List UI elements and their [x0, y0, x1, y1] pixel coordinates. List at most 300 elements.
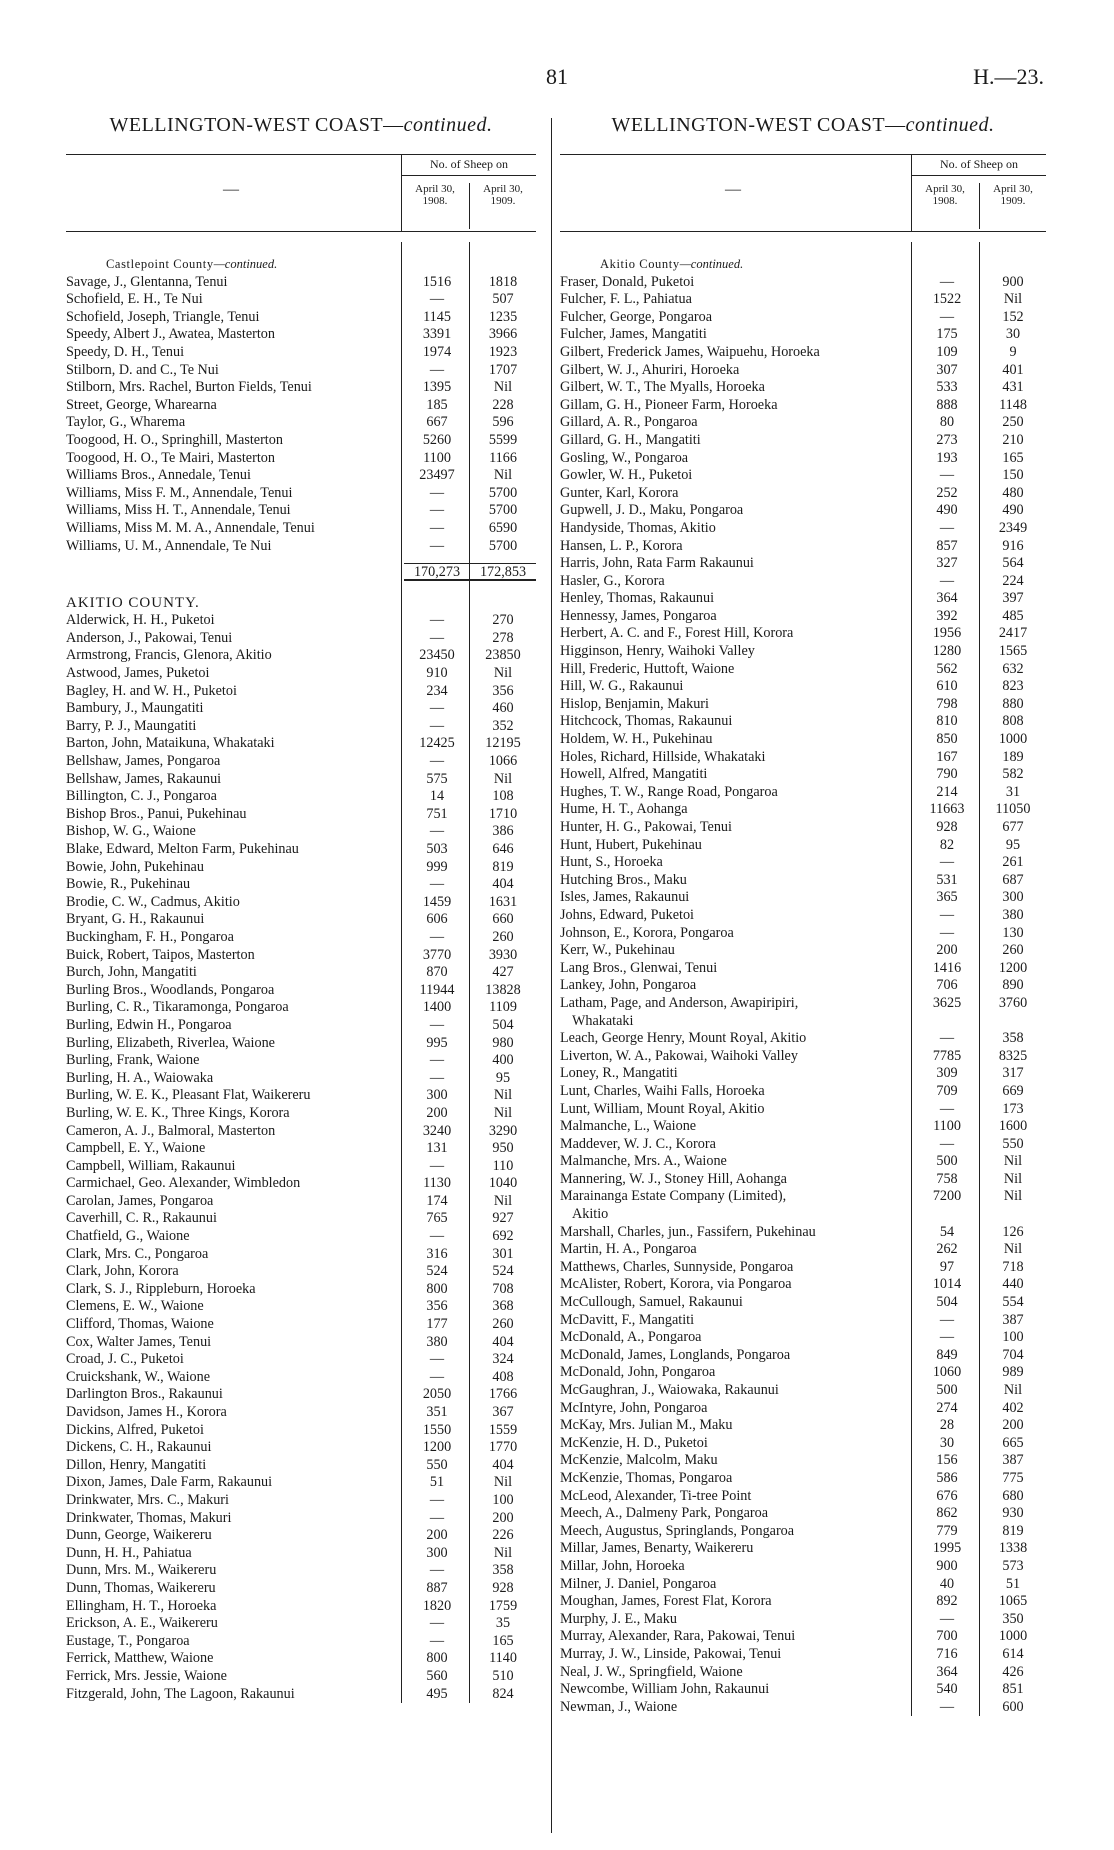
sheep-1909: 980: [492, 1034, 514, 1051]
title-continued: continued.: [403, 114, 493, 136]
sheep-1908: 765: [426, 1210, 448, 1227]
owner-name: McDavitt, F., Mangatiti: [560, 1311, 695, 1328]
table-row: [66, 1633, 536, 1651]
owner-name: Newcombe, William John, Rakaunui: [560, 1681, 770, 1698]
table-row: [560, 326, 1046, 344]
sheep-1909: 928: [492, 1579, 514, 1596]
table-row: [66, 1386, 536, 1404]
sheep-1909: 431: [1002, 379, 1024, 396]
sheep-1909: 718: [1002, 1258, 1024, 1275]
table-row: [66, 1334, 536, 1352]
table-row: [560, 1312, 1046, 1330]
sheep-1909: Nil: [493, 1087, 513, 1104]
sheep-1908: —: [939, 1100, 955, 1117]
sheep-1909: 228: [492, 396, 514, 413]
sheep-1908: 12425: [419, 735, 455, 752]
sheep-1909: 1338: [998, 1540, 1028, 1557]
table-row: [66, 326, 536, 344]
sheep-1908: 300: [426, 1087, 448, 1104]
owner-name: Burling, Elizabeth, Riverlea, Waione: [66, 1034, 275, 1051]
subheading-akitio: [560, 256, 1046, 274]
sheep-1908: 1014: [932, 1276, 962, 1293]
owner-name: Ferrick, Matthew, Waione: [66, 1650, 214, 1667]
owner-name: Leach, George Henry, Mount Royal, Akitio: [560, 1030, 807, 1047]
sheep-1908: 28: [939, 1417, 955, 1434]
table-row: [66, 1228, 536, 1246]
sheep-1908: 1516: [422, 273, 452, 290]
sheep-1909: 550: [1002, 1135, 1024, 1152]
sheep-1909: 3930: [488, 946, 518, 963]
table-row: [66, 788, 536, 806]
sheep-1908: 1459: [422, 893, 452, 910]
owner-name: Handyside, Thomas, Akitio: [560, 519, 716, 536]
owner-name: Loney, R., Mangatiti: [560, 1065, 678, 1082]
sheep-1909: 692: [492, 1228, 514, 1245]
sheep-1908: 800: [426, 1650, 448, 1667]
sheep-1908: 1280: [932, 643, 962, 660]
sheep-1908: 606: [426, 911, 448, 928]
sheep-1908: —: [429, 1351, 445, 1368]
table-row: [66, 1017, 536, 1035]
table-row: [66, 1527, 536, 1545]
owner-name: Lunt, William, Mount Royal, Akitio: [560, 1100, 765, 1117]
table-row: [560, 1241, 1046, 1259]
sheep-1909: 352: [492, 717, 514, 734]
sheep-1908: —: [939, 1030, 955, 1047]
owner-name: Hasler, G., Korora: [560, 572, 665, 589]
table-row: [66, 1246, 536, 1264]
owner-name: Williams, Miss F. M., Annendale, Tenui: [66, 484, 293, 501]
owner-name: Fitzgerald, John, The Lagoon, Rakaunui: [66, 1685, 295, 1702]
sheep-1908: —: [429, 1228, 445, 1245]
header-dash: —: [223, 181, 239, 198]
sheep-1908: —: [939, 854, 955, 871]
sheep-1909: 152: [1002, 308, 1024, 325]
sheep-1908: 892: [936, 1593, 958, 1610]
sheep-1908: —: [429, 519, 445, 536]
sheep-1909: 224: [1002, 572, 1024, 589]
owner-name: Hunt, S., Horoeka: [560, 854, 663, 871]
page-number: 81: [546, 64, 568, 89]
table-row: [560, 1646, 1046, 1664]
owner-name: Schofield, Joseph, Triangle, Tenui: [66, 308, 260, 325]
sheep-1909: 165: [492, 1632, 514, 1649]
sheep-1908: 490: [936, 502, 958, 519]
owner-name: Speedy, Albert J., Awatea, Masterton: [66, 326, 275, 343]
sheep-1908: —: [429, 502, 445, 519]
sheep-1908: 3240: [422, 1122, 452, 1139]
sheep-1908: —: [939, 308, 955, 325]
table-row: [66, 735, 536, 753]
sheep-1908: 500: [936, 1153, 958, 1170]
sheep-1908: 131: [426, 1140, 448, 1157]
table-row: [560, 291, 1046, 309]
sheep-1909: Nil: [493, 770, 513, 787]
sheep-1908: 11663: [929, 801, 965, 818]
sheep-1909: 524: [492, 1263, 514, 1280]
sheep-1908: 252: [936, 484, 958, 501]
sheep-1908: 177: [426, 1316, 448, 1333]
owner-name: Hughes, T. W., Range Road, Pongaroa: [560, 783, 778, 800]
table-row: [560, 1488, 1046, 1506]
table-row: [560, 1206, 1046, 1224]
sheep-1909: 930: [1002, 1505, 1024, 1522]
table-row: [560, 309, 1046, 327]
owner-name: Bellshaw, James, Rakaunui: [66, 770, 222, 787]
table-row: [560, 590, 1046, 608]
sheep-1908: —: [429, 629, 445, 646]
owner-name: Malmanche, L., Waione: [560, 1118, 697, 1135]
sheep-1909: 189: [1002, 748, 1024, 765]
sheep-1908: —: [429, 1615, 445, 1632]
sheep-1908: —: [429, 876, 445, 893]
sheep-1908: 857: [936, 537, 958, 554]
table-row: [66, 362, 536, 380]
header-sheep-label: No. of Sheep on: [911, 157, 1046, 176]
table-row: [66, 309, 536, 327]
sheep-1909: 507: [492, 291, 514, 308]
sheep-1909: 350: [1002, 1610, 1024, 1627]
table-row: [66, 1545, 536, 1563]
sheep-1909: 819: [492, 858, 514, 875]
owner-name: Taylor, G., Wharema: [66, 414, 186, 431]
sheep-1908: 667: [426, 414, 448, 431]
table-row: [66, 753, 536, 771]
sheep-1908: —: [429, 612, 445, 629]
sheep-1909: 2349: [998, 519, 1028, 536]
sheep-1909: 13828: [485, 981, 521, 998]
owner-name: Meech, A., Dalmeny Park, Pongaroa: [560, 1505, 769, 1522]
table-row: [66, 291, 536, 309]
title-main: WELLINGTON-WEST COAST—: [611, 114, 906, 136]
table-row: [66, 1457, 536, 1475]
sheep-1909: Nil: [1003, 1170, 1023, 1187]
table-row: [66, 700, 536, 718]
sheep-1909: [980, 1013, 1046, 1031]
sheep-1908: —: [939, 1311, 955, 1328]
table-row: [560, 784, 1046, 802]
owner-name: Gilbert, W. J., Ahuriri, Horoeka: [560, 361, 740, 378]
table-row: [66, 1087, 536, 1105]
header-date-1908: April 30, 1908.: [401, 183, 468, 229]
sheep-1908: 175: [936, 326, 958, 343]
owner-name: Whakataki: [572, 1012, 634, 1029]
table-row: [66, 1580, 536, 1598]
sheep-1908: 174: [426, 1192, 448, 1209]
table-row: [560, 749, 1046, 767]
owner-name: McLeod, Alexander, Ti-tree Point: [560, 1487, 752, 1504]
sheep-1908: 327: [936, 555, 958, 572]
table-row: [560, 555, 1046, 573]
sheep-1909: 1759: [488, 1597, 518, 1614]
subheading-continued: —continued.: [679, 257, 744, 271]
sheep-1908: —: [429, 700, 445, 717]
sheep-1909: 880: [1002, 695, 1024, 712]
sheep-1909: Nil: [1003, 1382, 1023, 1398]
owner-name: Dixon, James, Dale Farm, Rakaunui: [66, 1474, 273, 1491]
owner-name: Bryant, G. H., Rakaunui: [66, 911, 205, 928]
table-row: [66, 467, 536, 485]
sheep-1909: 564: [1002, 555, 1024, 572]
sheep-1908: 1395: [422, 379, 452, 396]
subheading-label: Akitio County: [600, 257, 680, 271]
sheep-1909: Nil: [493, 467, 513, 484]
table-row: [560, 1065, 1046, 1083]
table-row: [560, 766, 1046, 784]
owner-name: Akitio: [572, 1206, 609, 1223]
header-date-1909: April 30, 1909.: [979, 183, 1046, 229]
table-row: [66, 344, 536, 362]
owner-name: Marainanga Estate Company (Limited),: [560, 1188, 787, 1205]
sheep-1909: Nil: [493, 665, 513, 682]
owner-name: Malmanche, Mrs. A., Waione: [560, 1153, 727, 1170]
sheep-1909: 1631: [488, 893, 518, 910]
table-row: [66, 432, 536, 450]
sheep-1909: 427: [492, 964, 514, 981]
sheep-1908: —: [429, 537, 445, 554]
owner-name: Speedy, D. H., Tenui: [66, 343, 185, 360]
table-row: [66, 999, 536, 1017]
owner-name: McCullough, Samuel, Rakaunui: [560, 1294, 743, 1311]
owner-name: Higginson, Henry, Waihoki Valley: [560, 643, 755, 660]
table-row: [560, 960, 1046, 978]
owner-name: McIntyre, John, Pongaroa: [560, 1399, 708, 1416]
table-row: [560, 1664, 1046, 1682]
sheep-1908: 309: [936, 1065, 958, 1082]
owner-name: Johnson, E., Korora, Pongaroa: [560, 924, 734, 941]
table-row: [560, 520, 1046, 538]
owner-name: Dunn, Thomas, Waikereru: [66, 1579, 216, 1596]
table-row: [66, 823, 536, 841]
table-row: [66, 947, 536, 965]
table-row: [560, 1101, 1046, 1119]
sheep-1909: 408: [492, 1368, 514, 1385]
sheep-1909: 596: [492, 414, 514, 431]
owner-name: Blake, Edward, Melton Farm, Pukehinau: [66, 841, 299, 857]
sheep-1908: 307: [936, 361, 958, 378]
sheep-1909: Nil: [1003, 1241, 1023, 1258]
sheep-1908: 51: [429, 1474, 445, 1491]
owner-name: Gillard, A. R., Pongaroa: [560, 414, 698, 431]
table-row: [560, 1558, 1046, 1576]
sheep-1909: Nil: [1003, 1188, 1023, 1205]
county-heading: AKITIO COUNTY.: [66, 594, 200, 611]
sheep-1909: 1148: [999, 396, 1027, 413]
owner-name: Williams Bros., Annedale, Tenui: [66, 467, 251, 484]
owner-name: Fulcher, James, Mangatiti: [560, 326, 707, 343]
owner-name: Armstrong, Francis, Glenora, Akitio: [66, 647, 272, 664]
sheep-1909: 1766: [488, 1386, 518, 1403]
owner-name: Drinkwater, Mrs. C., Makuri: [66, 1491, 229, 1508]
sheep-1909: 614: [1002, 1645, 1024, 1662]
sheep-1909: 95: [1005, 836, 1021, 853]
sheep-1908: —: [429, 484, 445, 501]
sheep-1909: 824: [492, 1685, 514, 1702]
table-row: [66, 859, 536, 877]
sheep-1909: 278: [492, 629, 514, 646]
table-row: [560, 661, 1046, 679]
owner-name: Liverton, W. A., Pakowai, Waihoki Valley: [560, 1047, 798, 1064]
owner-name: Gupwell, J. D., Maku, Pongaroa: [560, 502, 744, 519]
sheep-1908: 850: [936, 731, 958, 748]
sheep-1908: 273: [936, 431, 958, 448]
sheep-1909: 387: [1002, 1452, 1024, 1469]
owner-name: Dickens, C. H., Rakaunui: [66, 1439, 212, 1456]
owner-name: Astwood, James, Puketoi: [66, 665, 210, 682]
sheep-1908: 716: [936, 1645, 958, 1662]
sheep-1908: 351: [426, 1404, 448, 1420]
owner-name: Gilbert, Frederick James, Waipuehu, Horoeka: [560, 343, 820, 360]
sheep-1909: 401: [1002, 361, 1024, 378]
owner-name: Lankey, John, Pongaroa: [560, 977, 697, 994]
sheep-1908: 23497: [419, 467, 455, 484]
owner-name: Gillam, G. H., Pioneer Farm, Horoeka: [560, 396, 778, 413]
owner-name: Fulcher, George, Pongaroa: [560, 308, 713, 325]
owner-name: McDonald, A., Pongaroa: [560, 1329, 702, 1346]
sheep-1909: 200: [1002, 1417, 1024, 1434]
sheep-1908: 700: [936, 1628, 958, 1645]
sheep-1908: 709: [936, 1082, 958, 1099]
sheep-1909: 1600: [998, 1118, 1028, 1135]
owner-name: Murray, J. W., Linside, Pakowai, Tenui: [560, 1645, 782, 1662]
sheep-1909: 260: [492, 1316, 514, 1333]
sheep-1908: 995: [426, 1034, 448, 1051]
total-row: [66, 563, 536, 581]
owner-name: Brodie, C. W., Cadmus, Akitio: [66, 893, 240, 910]
owner-name: Kerr, W., Pukehinau: [560, 942, 675, 959]
sheep-1909: 1200: [998, 959, 1028, 976]
table-row: [560, 696, 1046, 714]
table-row: [560, 485, 1046, 503]
table-row: [560, 995, 1046, 1013]
table-row: [560, 467, 1046, 485]
right-table-header: [560, 154, 1046, 232]
sheep-1909: 3966: [488, 326, 518, 343]
owner-name: Meech, Augustus, Springlands, Pongaroa: [560, 1522, 795, 1539]
sheep-1909: [980, 1206, 1046, 1224]
sheep-1909: 1000: [998, 731, 1028, 748]
sheep-1908: —: [429, 717, 445, 734]
owner-name: McAlister, Robert, Korora, via Pongaroa: [560, 1276, 792, 1293]
table-row: [560, 362, 1046, 380]
table-row: [66, 1123, 536, 1141]
sheep-1908: 316: [426, 1245, 448, 1262]
table-row: [560, 274, 1046, 292]
sheep-1908: 531: [936, 871, 958, 888]
sheep-1908: 779: [936, 1522, 958, 1539]
sheep-1908: 800: [426, 1280, 448, 1297]
owner-name: Dickins, Alfred, Puketoi: [66, 1421, 204, 1438]
table-row: [560, 1276, 1046, 1294]
sheep-1908: 356: [426, 1298, 448, 1315]
sheep-1909: 165: [1002, 449, 1024, 466]
sheep-1909: 400: [492, 1052, 514, 1069]
table-row: [560, 1136, 1046, 1154]
owner-name: Burling, W. E. K., Three Kings, Korora: [66, 1104, 290, 1121]
table-row: [66, 1316, 536, 1334]
table-row: [66, 612, 536, 630]
table-row: [560, 1382, 1046, 1400]
owner-name: Lang Bros., Glenwai, Tenui: [560, 959, 718, 976]
owner-name: Clark, Mrs. C., Pongaroa: [66, 1245, 209, 1262]
table-row: [66, 1175, 536, 1193]
owner-name: Barton, John, Mataikuna, Whakataki: [66, 735, 275, 752]
sheep-1909: 3760: [998, 994, 1028, 1011]
sheep-1909: 100: [492, 1491, 514, 1508]
sheep-1908: —: [939, 467, 955, 484]
title-continued: continued.: [905, 114, 995, 136]
sheep-1908: —: [939, 1135, 955, 1152]
sheep-1908: 167: [936, 748, 958, 765]
owner-name: Schofield, E. H., Te Nui: [66, 291, 203, 308]
sheep-1908: 495: [426, 1685, 448, 1702]
sheep-1908: 200: [426, 1527, 448, 1544]
owner-name: Cameron, A. J., Balmoral, Masterton: [66, 1122, 276, 1139]
sheep-1909: 250: [1002, 414, 1024, 431]
sheep-1908: 758: [936, 1170, 958, 1187]
left-column: [66, 114, 536, 1703]
table-row: [560, 731, 1046, 749]
owner-name: Ellingham, H. T., Horoeka: [66, 1597, 217, 1614]
sheep-1908: —: [939, 1329, 955, 1346]
sheep-1908: —: [429, 361, 445, 378]
sheep-1908: 1550: [422, 1421, 452, 1438]
table-row: [66, 502, 536, 520]
sheep-1909: 775: [1002, 1469, 1024, 1486]
owner-name: Darlington Bros., Rakaunui: [66, 1386, 223, 1403]
sheep-1909: 317: [1002, 1065, 1024, 1082]
owner-name: Eustage, T., Pongaroa: [66, 1632, 190, 1649]
table-row: [66, 1474, 536, 1492]
sheep-1909: 404: [492, 1333, 514, 1350]
table-row: [66, 1668, 536, 1686]
header-date-1909: April 30, 1909.: [469, 183, 536, 229]
sheep-1909: 2417: [998, 625, 1028, 642]
sheep-1909: Nil: [1003, 291, 1023, 308]
owner-name: Williams, Miss M. M. A., Annendale, Tenui: [66, 519, 315, 536]
sheep-1909: 1235: [488, 308, 518, 325]
sheep-1909: 5700: [488, 502, 518, 519]
sheep-1908: 900: [936, 1557, 958, 1574]
sheep-1909: 126: [1002, 1223, 1024, 1240]
sheep-1908: 1200: [422, 1439, 452, 1456]
sheep-1909: 380: [1002, 906, 1024, 923]
owner-name: Millar, James, Benarty, Waikereru: [560, 1540, 754, 1557]
sheep-1909: 31: [1005, 783, 1021, 800]
header-date-1908: April 30, 1908.: [911, 183, 978, 229]
table-row: [560, 414, 1046, 432]
table-row: [560, 678, 1046, 696]
owner-name: Dunn, George, Waikereru: [66, 1527, 212, 1544]
sheep-1908: 888: [936, 396, 958, 413]
sheep-1908: —: [429, 1632, 445, 1649]
sheep-1909: 110: [492, 1157, 514, 1174]
sheep-1908: 3625: [932, 994, 962, 1011]
owner-name: Bishop, W. G., Waione: [66, 823, 196, 840]
sheep-1909: Nil: [493, 1104, 513, 1121]
sheep-1908: 810: [936, 713, 958, 730]
sheep-1909: 386: [492, 823, 514, 840]
owner-name: McKenzie, Malcolm, Maku: [560, 1452, 718, 1469]
sheep-1908: 392: [936, 607, 958, 624]
sheep-1909: 1140: [489, 1650, 517, 1667]
table-row: [560, 1435, 1046, 1453]
sheep-1908: 533: [936, 379, 958, 396]
sheep-1909: 600: [1002, 1698, 1024, 1715]
owner-name: Holdem, W. H., Pukehinau: [560, 731, 713, 748]
sheep-1909: 12195: [485, 735, 521, 752]
sheep-1908: 200: [426, 1104, 448, 1121]
